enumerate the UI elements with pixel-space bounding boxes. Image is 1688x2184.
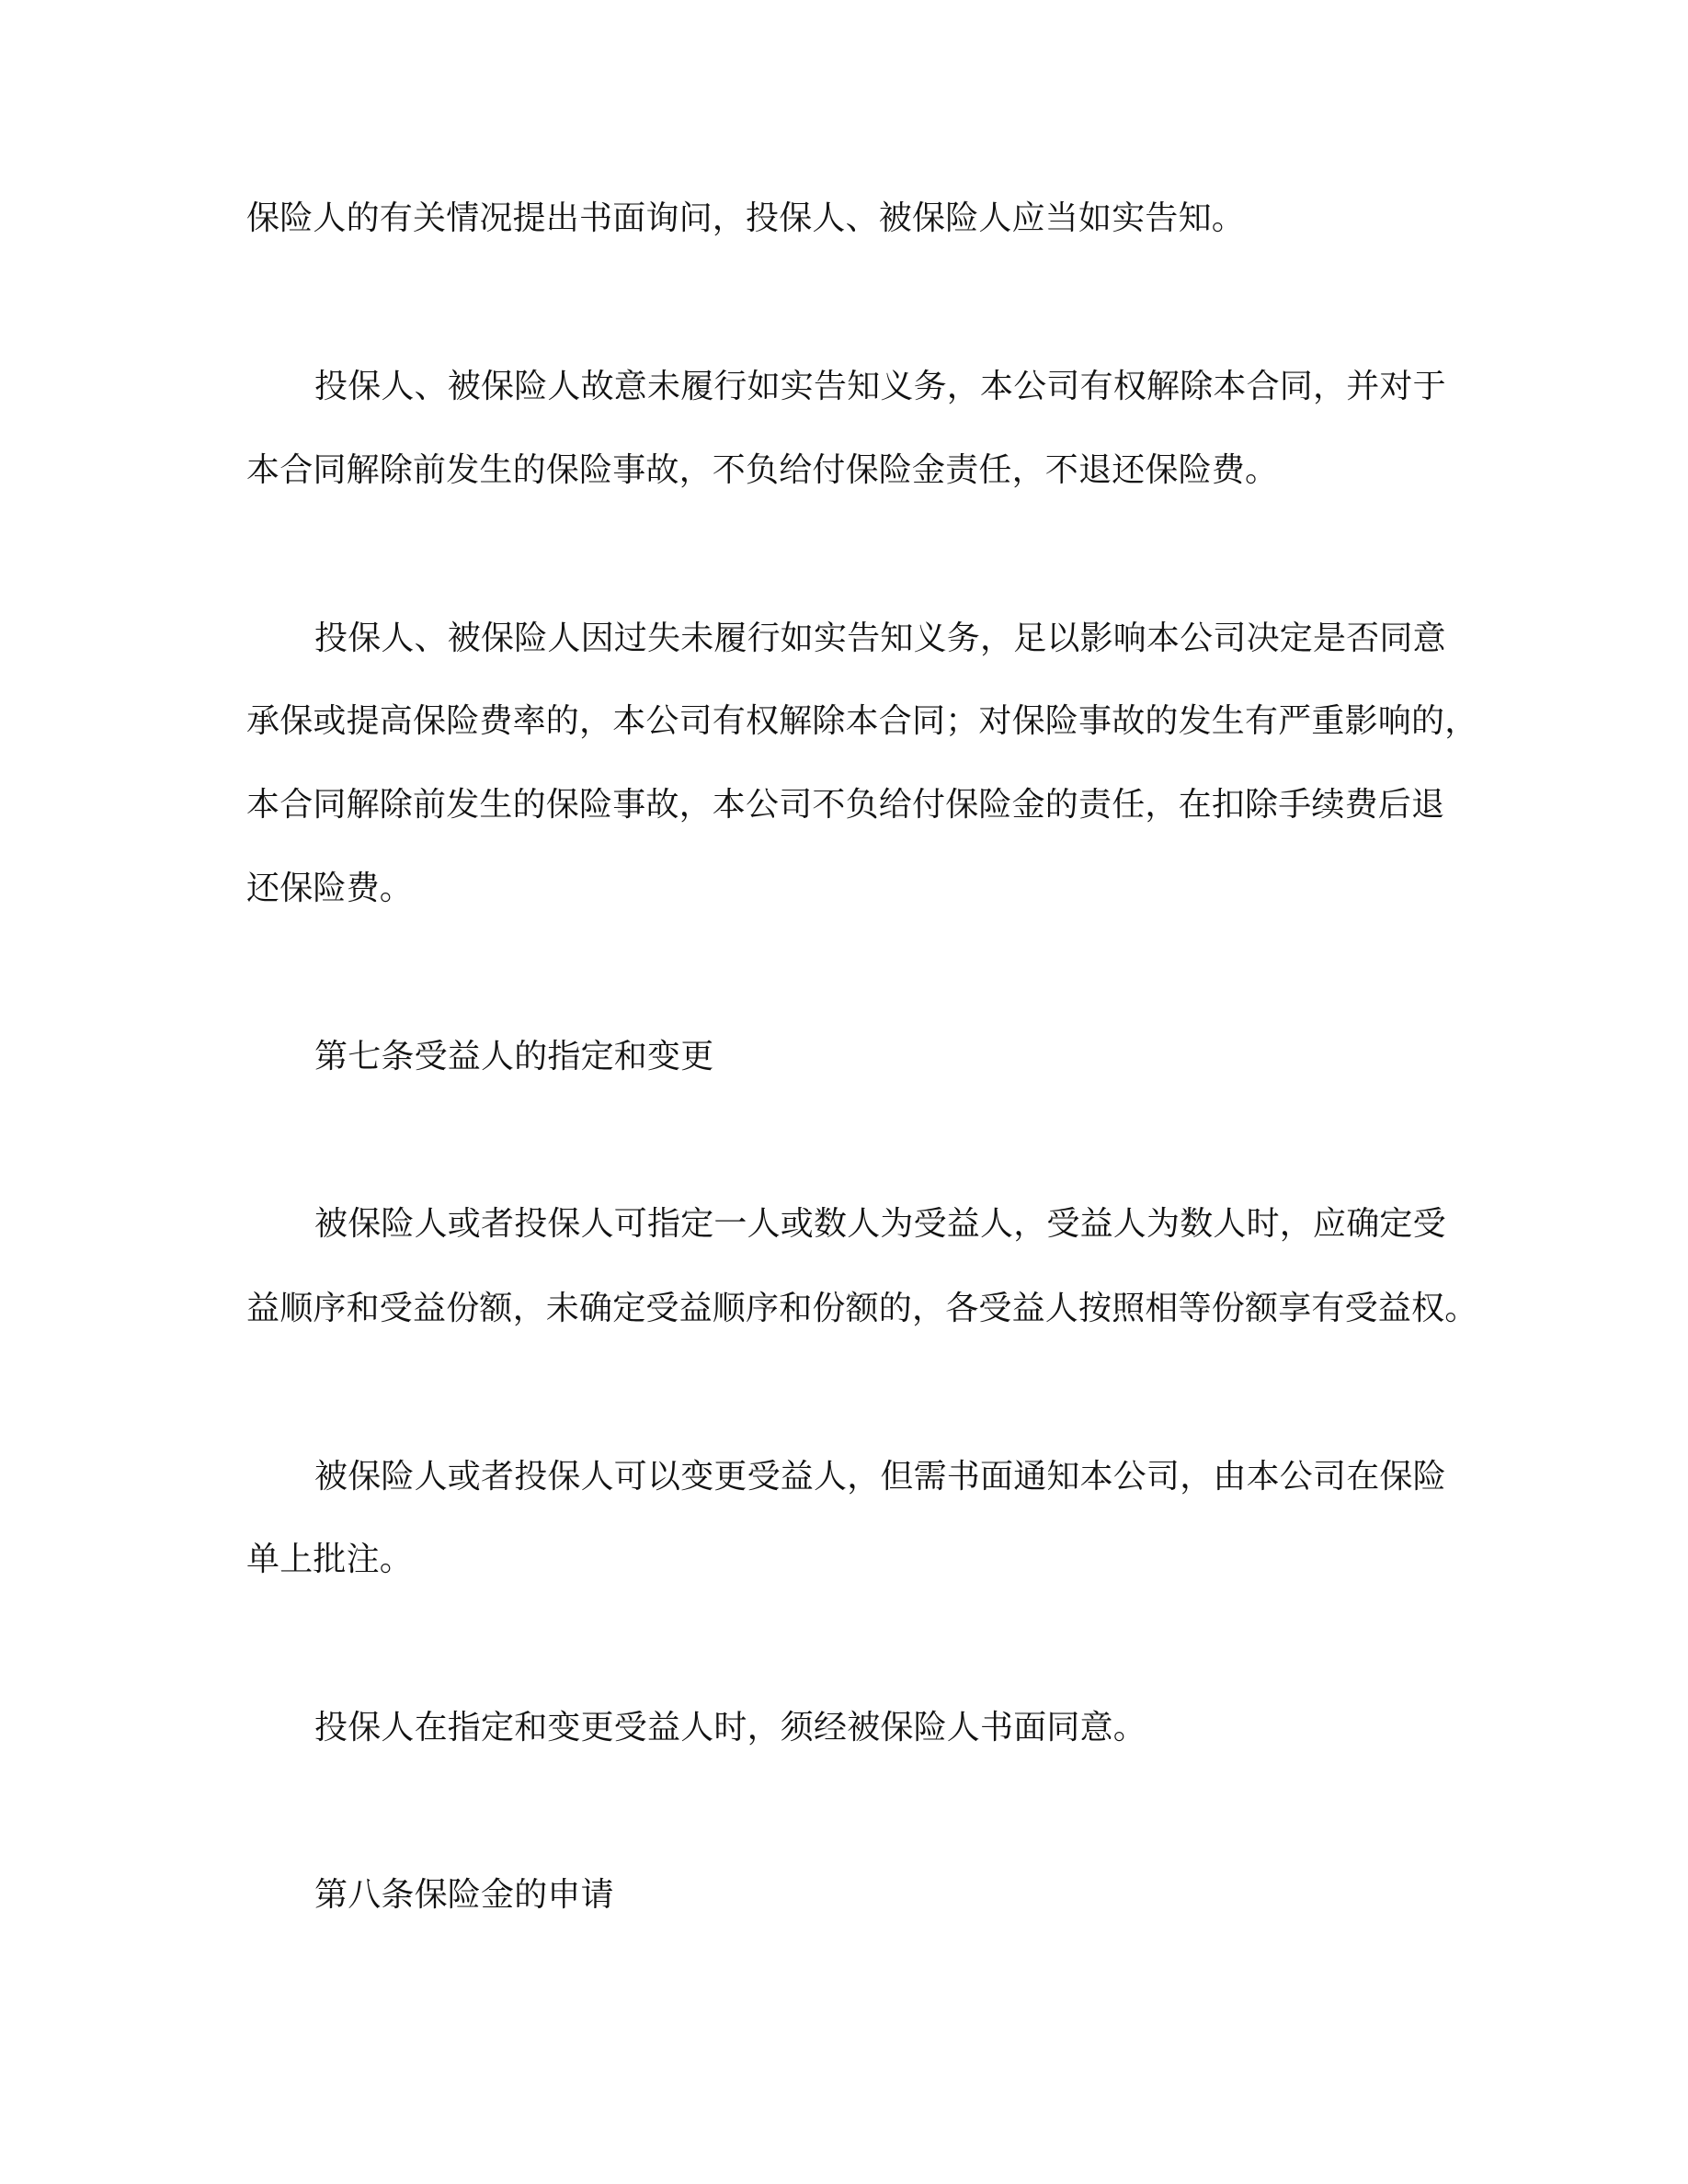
paragraph-line: 投保人、被保险人因过失未履行如实告知义务，足以影响本公司决定是否同意 (314, 620, 1446, 657)
section-heading: 第七条受益人的指定和变更 (314, 1038, 714, 1075)
paragraph-line: 单上批注。 (246, 1541, 414, 1578)
paragraph-line: 被保险人或者投保人可指定一人或数人为受益人，受益人为数人时，应确定受 (314, 1205, 1446, 1243)
paragraph-line: 投保人在指定和变更受益人时，须经被保险人书面同意。 (314, 1709, 1147, 1746)
paragraph-line: 益顺序和受益份额，未确定受益顺序和份额的，各受益人按照相等份额享有受益权。 (246, 1290, 1478, 1327)
paragraph-line: 本合同解除前发生的保险事故，不负给付保险金责任，不退还保险费。 (246, 451, 1279, 489)
paragraph-line: 被保险人或者投保人可以变更受益人，但需书面通知本公司，由本公司在保险 (314, 1458, 1446, 1496)
paragraph-line: 本合同解除前发生的保险事故，本公司不负给付保险金的责任，在扣除手续费后退 (246, 786, 1445, 824)
paragraph-line: 投保人、被保险人故意未履行如实告知义务，本公司有权解除本合同，并对于 (314, 368, 1446, 405)
paragraph-line: 保险人的有关情况提出书面询问，投保人、被保险人应当如实告知。 (246, 199, 1246, 237)
paragraph-line: 承保或提高保险费率的，本公司有权解除本合同；对保险事故的发生有严重影响的， (246, 702, 1478, 740)
section-heading: 第八条保险金的申请 (314, 1876, 614, 1914)
paragraph-line: 还保险费。 (246, 870, 414, 907)
